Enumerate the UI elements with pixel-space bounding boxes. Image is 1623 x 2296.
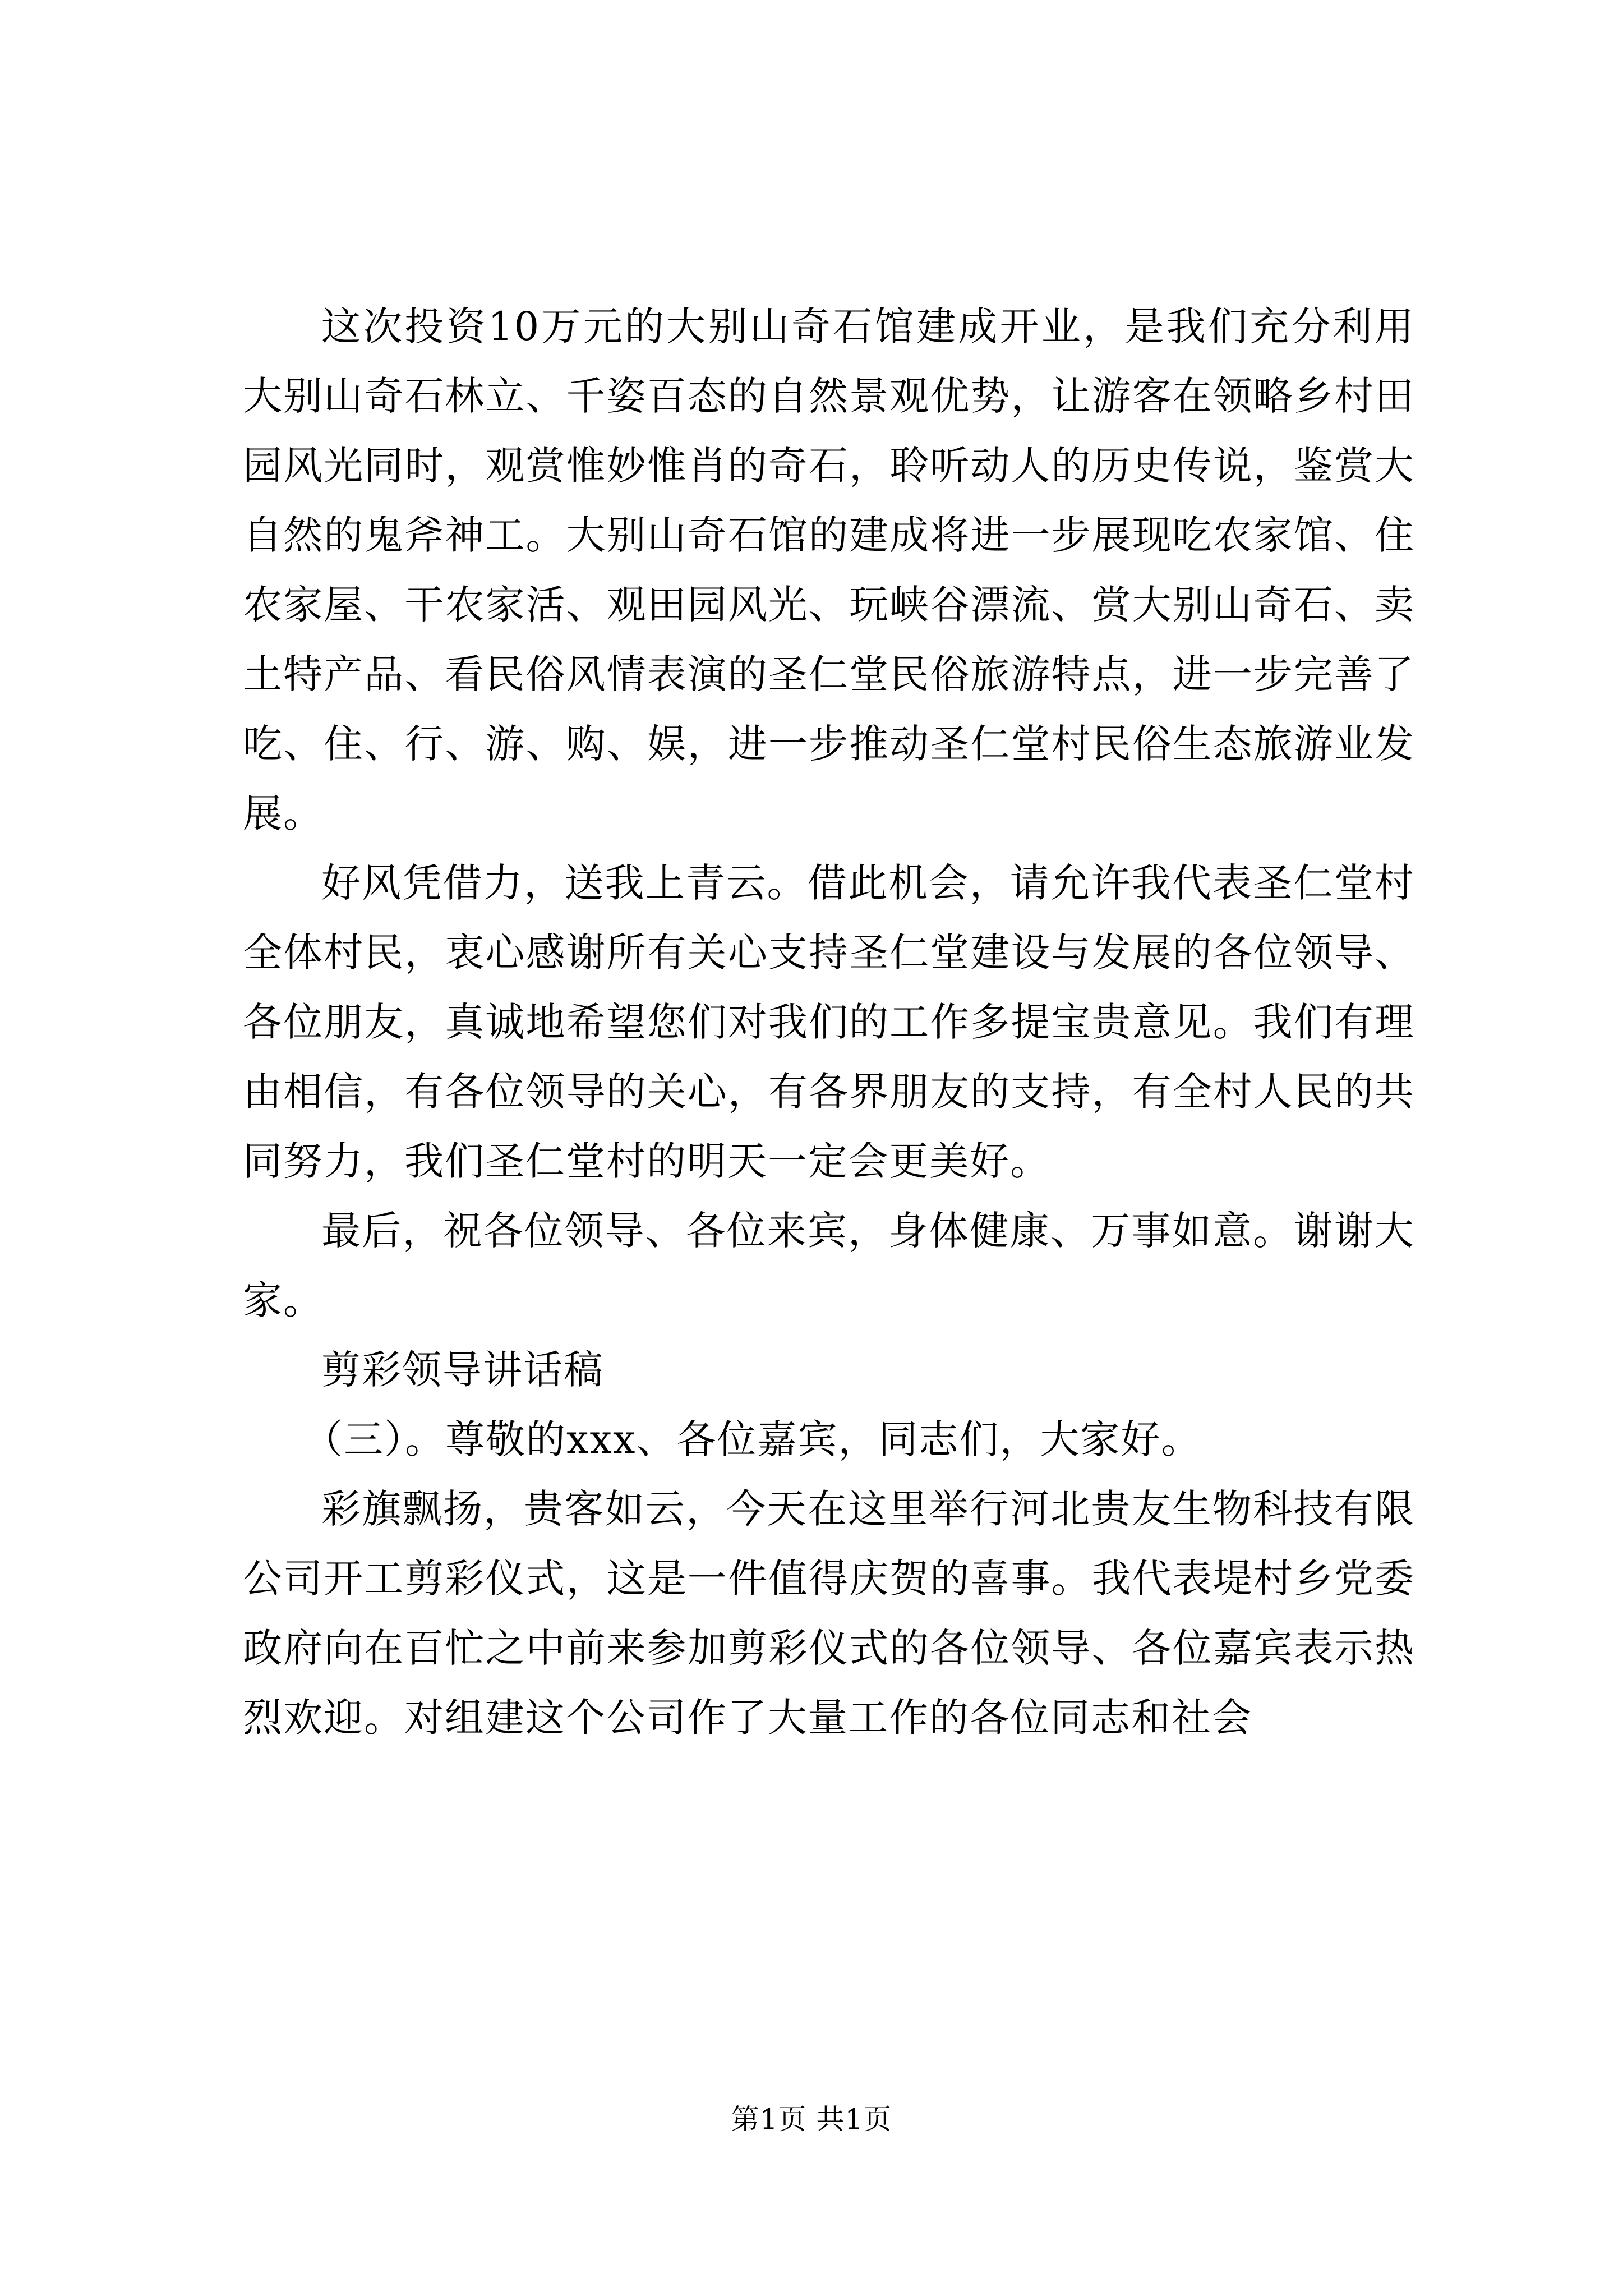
body-paragraph: 彩旗飘扬，贵客如云，今天在这里举行河北贵友生物科技有限公司开工剪彩仪式，这是一件值得庆贺的喜事。我代表堤村乡党委政府向在百忙之中前来参加剪彩仪式的各位领导、各位嘉宾表示热烈欢迎。对组建这个公司作了大量工作的各位同志和社会 — [243, 1486, 1415, 1741]
page-footer: 第1页 共1页 — [731, 2103, 892, 2136]
body-paragraph: 好风凭借力，送我上青云。借此机会，请允许我代表圣仁堂村全体村民，衷心感谢所有关心支持圣仁堂建设与发展的各位领导、各位朋友，真诚地希望您们对我们的工作多提宝贵意见。我们有理由相信，有各位领导的关心，有各界朋友的支持，有全村人民的共同努力，我们圣仁堂村的明天一定会更美好。 — [243, 860, 1415, 1184]
document-body — [243, 292, 1415, 1752]
body-paragraph: 这次投资10万元的大别山奇石馆建成开业，是我们充分利用大别山奇石林立、千姿百态的自然景观优势，让游客在领略乡村田园风光同时，观赏惟妙惟肖的奇石，聆听动人的历史传说，鉴赏大自然的鬼斧神工。大别山奇石馆的建成将进一步展现吃农家馆、住农家屋、干农家活、观田园风光、玩峡谷漂流、赏大别山奇石、卖土特产品、看民俗风情表演的圣仁堂民俗旅游特点，进一步完善了吃、住、行、游、购、娱，进一步推动圣仁堂村民俗生态旅游业发展。 — [243, 303, 1415, 836]
section-title: 剪彩领导讲话稿 — [321, 1347, 604, 1393]
body-paragraph: 最后，祝各位领导、各位来宾，身体健康、万事如意。谢谢大家。 — [243, 1208, 1415, 1323]
section-intro: （三）。尊敬的xxx、各位嘉宾，同志们，大家好。 — [303, 1416, 1202, 1462]
